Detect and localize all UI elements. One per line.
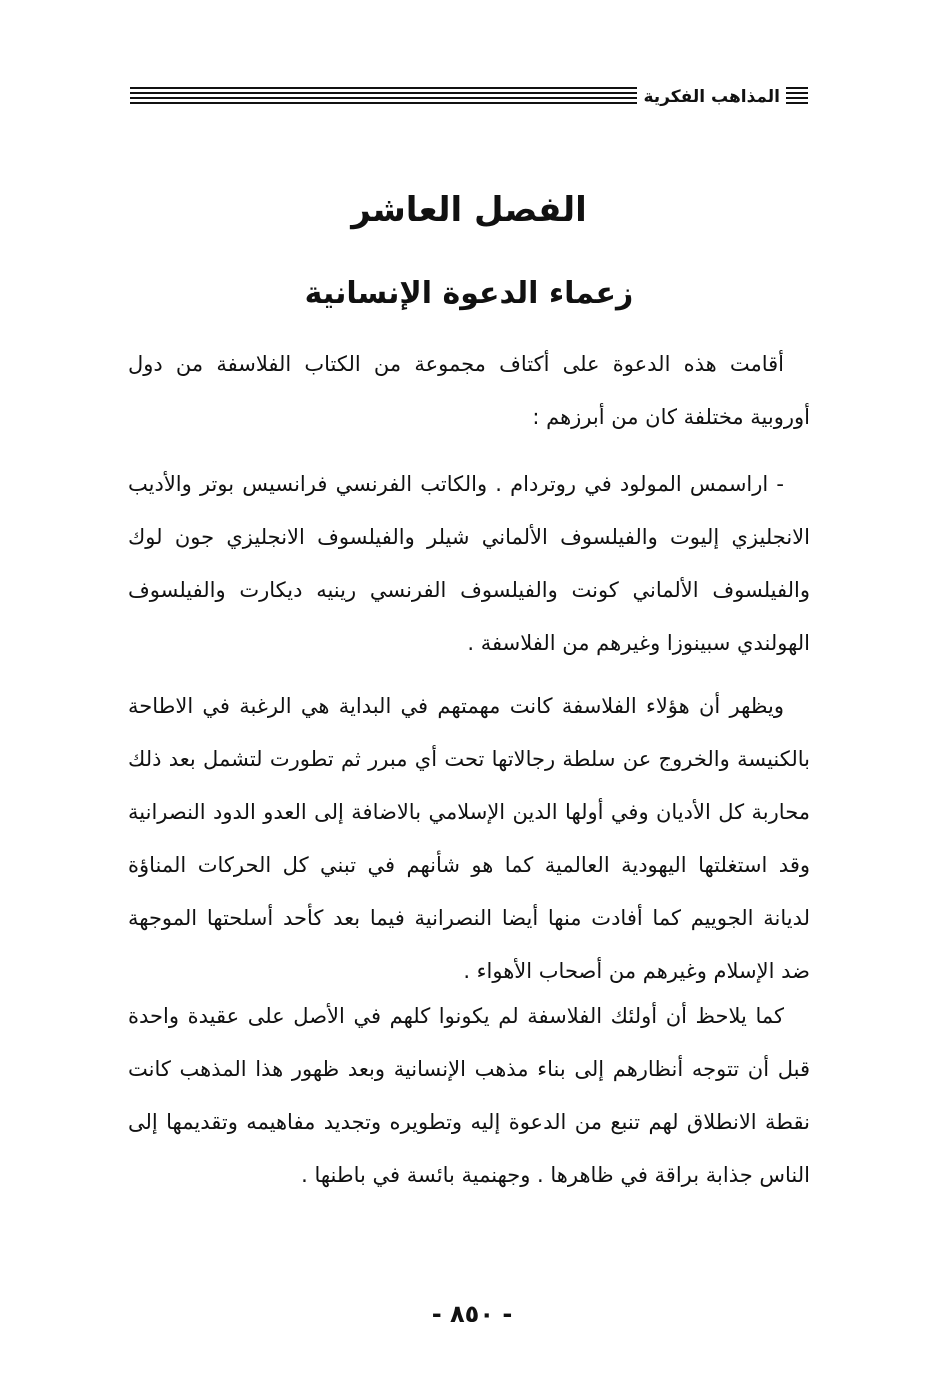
- section-title: زعماء الدعوة الإنسانية: [304, 276, 634, 311]
- header-rule-lines: [130, 87, 637, 107]
- paragraph-mission: ويظهر أن هؤلاء الفلاسفة كانت مهمتهم في البداية هي الرغبة في الاطاحة بالكنيسة والخروج عن سلطة رجالاتها تحت أي مبرر ثم تطورت لتشمل بعد ذلك محاربة كل الأديان وفي أولها الدين الإسلامي بالاضافة إلى العدو الدود النصرانية وقد استغلتها اليهودية العالمية كما هو شأنهم في تبني كل الحركات المناؤة لديانة الجوييم كما أفادت منها أيضا النصرانية فيما بعد كأحد أسلحتها الموجهة ضد الإسلام وغيرهم من أصحاب الأهواء .: [128, 694, 810, 983]
- paragraph-philosophers-list: - اراسمس المولود في روتردام . والكاتب الفرنسي فرانسيس بوتر والأديب الانجليزي إليوت والفيلسوف الألماني شيلر والفيلسوف الانجليزي جون لوك والفيلسوف الألماني كونت والفيلسوف الفرنسي رينيه ديكارت والفيلسوف الهولندي سبينوزا وغيرهم من الفلاسفة .: [128, 472, 810, 655]
- paragraph-intro: أقامت هذه الدعوة على أكتاف مجموعة من الكتاب الفلاسفة من دول أوروبية مختلفة كان من أبرزهم :: [128, 352, 810, 429]
- paragraph-beliefs: كما يلاحظ أن أولئك الفلاسفة لم يكونوا كلهم في الأصل على عقيدة واحدة قبل أن تتوجه أنظارهم إلى بناء مذهب الإنسانية وبعد ظهور هذا المذهب كانت نقطة الانطلاق لهم تنبع من الدعوة إليه وتطويره وتجديد مفاهيمه وتقديمها إلى الناس جذابة براقة في ظاهرها . وجهنمية بائسة في باطنها .: [128, 1004, 810, 1187]
- page-number: - ٨٥٠ -: [431, 1300, 513, 1328]
- running-header: [130, 84, 808, 110]
- header-ornament-lines: [786, 87, 808, 107]
- chapter-title: الفصل العاشر: [351, 190, 587, 230]
- running-title: المذاهب الفكرية: [643, 86, 780, 107]
